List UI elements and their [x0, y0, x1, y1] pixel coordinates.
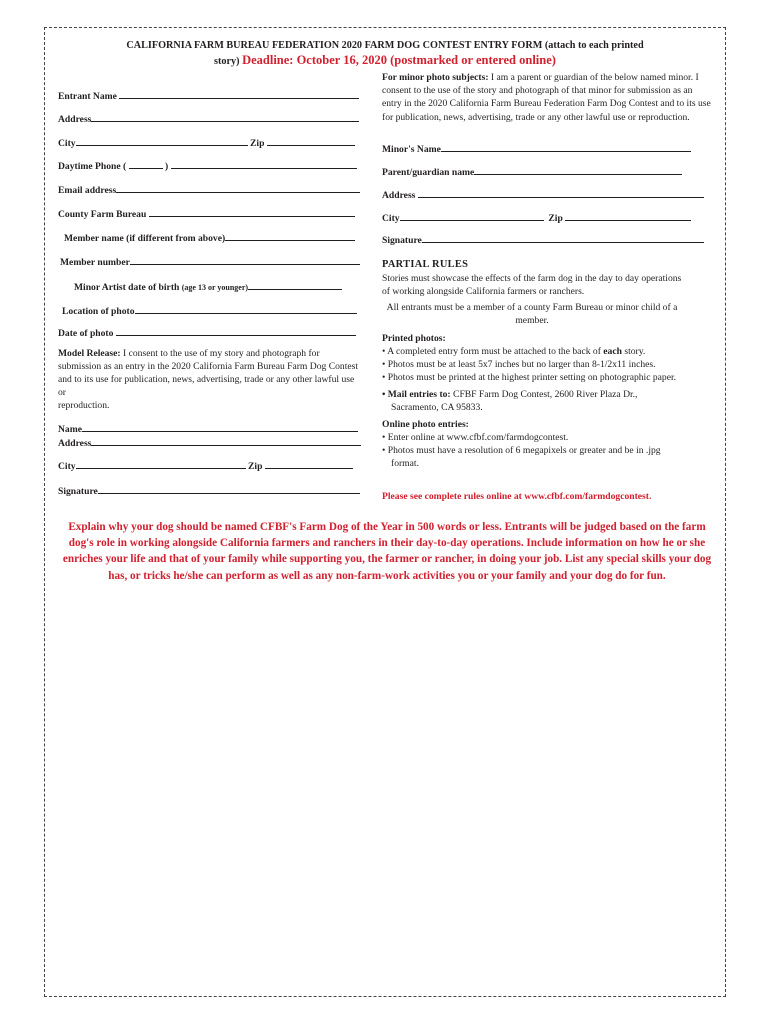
daytime-phone-field[interactable]: Daytime Phone ( )	[58, 159, 357, 172]
printed-rule-1: • A completed entry form must be attached to the back of each story.	[382, 346, 646, 357]
rules-intro: Stories must showcase the effects of the farm dog in the day to day operations of working alongside California farmers or ranchers.	[382, 273, 682, 297]
release-address-line[interactable]	[91, 436, 361, 446]
minor-city-line[interactable]	[400, 211, 544, 221]
member-name-field[interactable]: Member name (if different from above)	[64, 231, 355, 244]
date-of-photo-field[interactable]: Date of photo	[58, 326, 356, 339]
minors-name-line[interactable]	[441, 142, 691, 152]
printed-rule-3: • Photos must be printed at the highest printer setting on photographic paper.	[382, 372, 677, 383]
location-field[interactable]: Location of photo	[62, 304, 357, 317]
complete-rules-link[interactable]: Please see complete rules online at www.cfbf.com/farmdogcontest.	[382, 491, 652, 502]
minor-city-zip-field[interactable]: City Zip	[382, 211, 691, 224]
form-header	[60, 38, 710, 69]
minor-birth-field[interactable]: Minor Artist date of birth (age 13 or younger)	[74, 280, 342, 293]
county-farm-bureau-field[interactable]: County Farm Bureau	[58, 207, 355, 220]
deadline: Deadline: October 16, 2020 (postmarked or entered online)	[242, 53, 556, 67]
member-number-line[interactable]	[130, 255, 360, 265]
area-code-line[interactable]	[129, 159, 163, 169]
minor-signature-line[interactable]	[422, 233, 704, 243]
city-zip-field[interactable]: City Zip	[58, 136, 355, 149]
minor-birth-line[interactable]	[248, 280, 342, 290]
date-line[interactable]	[116, 326, 356, 336]
minor-address-field[interactable]: Address	[382, 188, 704, 201]
form-title: CALIFORNIA FARM BUREAU FEDERATION 2020 FARM DOG CONTEST ENTRY FORM (attach to each printed	[126, 40, 644, 51]
zip-line[interactable]	[267, 136, 355, 146]
mail-entries: • Mail entries to: CFBF Farm Dog Contest, 2600 River Plaza Dr., Sacramento, CA 95833.	[382, 389, 638, 413]
release-signature-line[interactable]	[98, 484, 360, 494]
online-rule-2: • Photos must have a resolution of 6 megapixels or greater and be in .jpg format.	[382, 445, 661, 469]
minors-name-field[interactable]: Minor's Name	[382, 142, 691, 155]
address-line[interactable]	[91, 112, 359, 122]
release-signature-field[interactable]: Signature	[58, 484, 360, 497]
form-title-cont: story)	[214, 56, 240, 67]
release-city-zip-field[interactable]: City Zip	[58, 459, 353, 472]
minor-signature-field[interactable]: Signature	[382, 233, 704, 246]
online-entries-heading: Online photo entries:	[382, 419, 469, 430]
minor-zip-line[interactable]	[565, 211, 691, 221]
location-line[interactable]	[135, 304, 357, 314]
county-line[interactable]	[149, 207, 355, 217]
member-number-field[interactable]: Member number	[60, 255, 360, 268]
address-field[interactable]: Address	[58, 112, 359, 125]
release-city-line[interactable]	[76, 459, 246, 469]
release-zip-line[interactable]	[265, 459, 353, 469]
model-release: Model Release: I consent to the use of my story and photograph for submission as an entry in the 2020 California Farm Bureau Farm Dog Contest and to its use for publication, news, advertising, trade or any other lawful use or reproduction.	[58, 348, 359, 411]
email-field[interactable]: Email address	[58, 183, 360, 196]
entrant-name-line[interactable]	[119, 89, 359, 99]
release-name-line[interactable]	[82, 422, 358, 432]
rules-body	[382, 272, 682, 470]
entrant-name-field[interactable]: Entrant Name	[58, 89, 359, 102]
minor-consent: For minor photo subjects: I am a parent or guardian of the below named minor. I consent to the use of the story and photograph of that minor for submission as an entry in the 2020 California Farm Bureau Federation Farm Dog Contest and to its use for publication, news, advertising, trade or any other lawful use or reproduction.	[382, 72, 711, 123]
parent-name-line[interactable]	[474, 165, 682, 175]
release-name-field[interactable]: Name	[58, 422, 358, 435]
parent-name-field[interactable]: Parent/guardian name	[382, 165, 682, 178]
online-rule-1: • Enter online at www.cfbf.com/farmdogcontest.	[382, 432, 569, 443]
member-name-line[interactable]	[225, 231, 355, 241]
rules-title: PARTIAL RULES	[382, 259, 469, 270]
essay-prompt: Explain why your dog should be named CFBF's Farm Dog of the Year in 500 words or less. Entrants will be judged based on the farm dog's role in working alongside California farmers and ranchers in their day-to-day operations. Include information on how he or she enriches your life and that of your family while supporting you, the farmer or rancher, in doing your job. List any special skills your dog has, or tricks he/she can perform as well as any non-farm-work activities you or your family and your dog do for fun.	[62, 521, 712, 582]
printed-rule-2: • Photos must be at least 5x7 inches but no larger than 8-1/2x11 inches.	[382, 359, 656, 370]
printed-photos-heading: Printed photos:	[382, 333, 446, 344]
city-line[interactable]	[76, 136, 248, 146]
release-address-field[interactable]: Address	[58, 436, 361, 449]
phone-line[interactable]	[171, 159, 357, 169]
email-line[interactable]	[116, 183, 360, 193]
membership-note: All entrants must be a member of a county Farm Bureau or minor child of a member.	[386, 302, 678, 326]
minor-address-line[interactable]	[418, 188, 704, 198]
